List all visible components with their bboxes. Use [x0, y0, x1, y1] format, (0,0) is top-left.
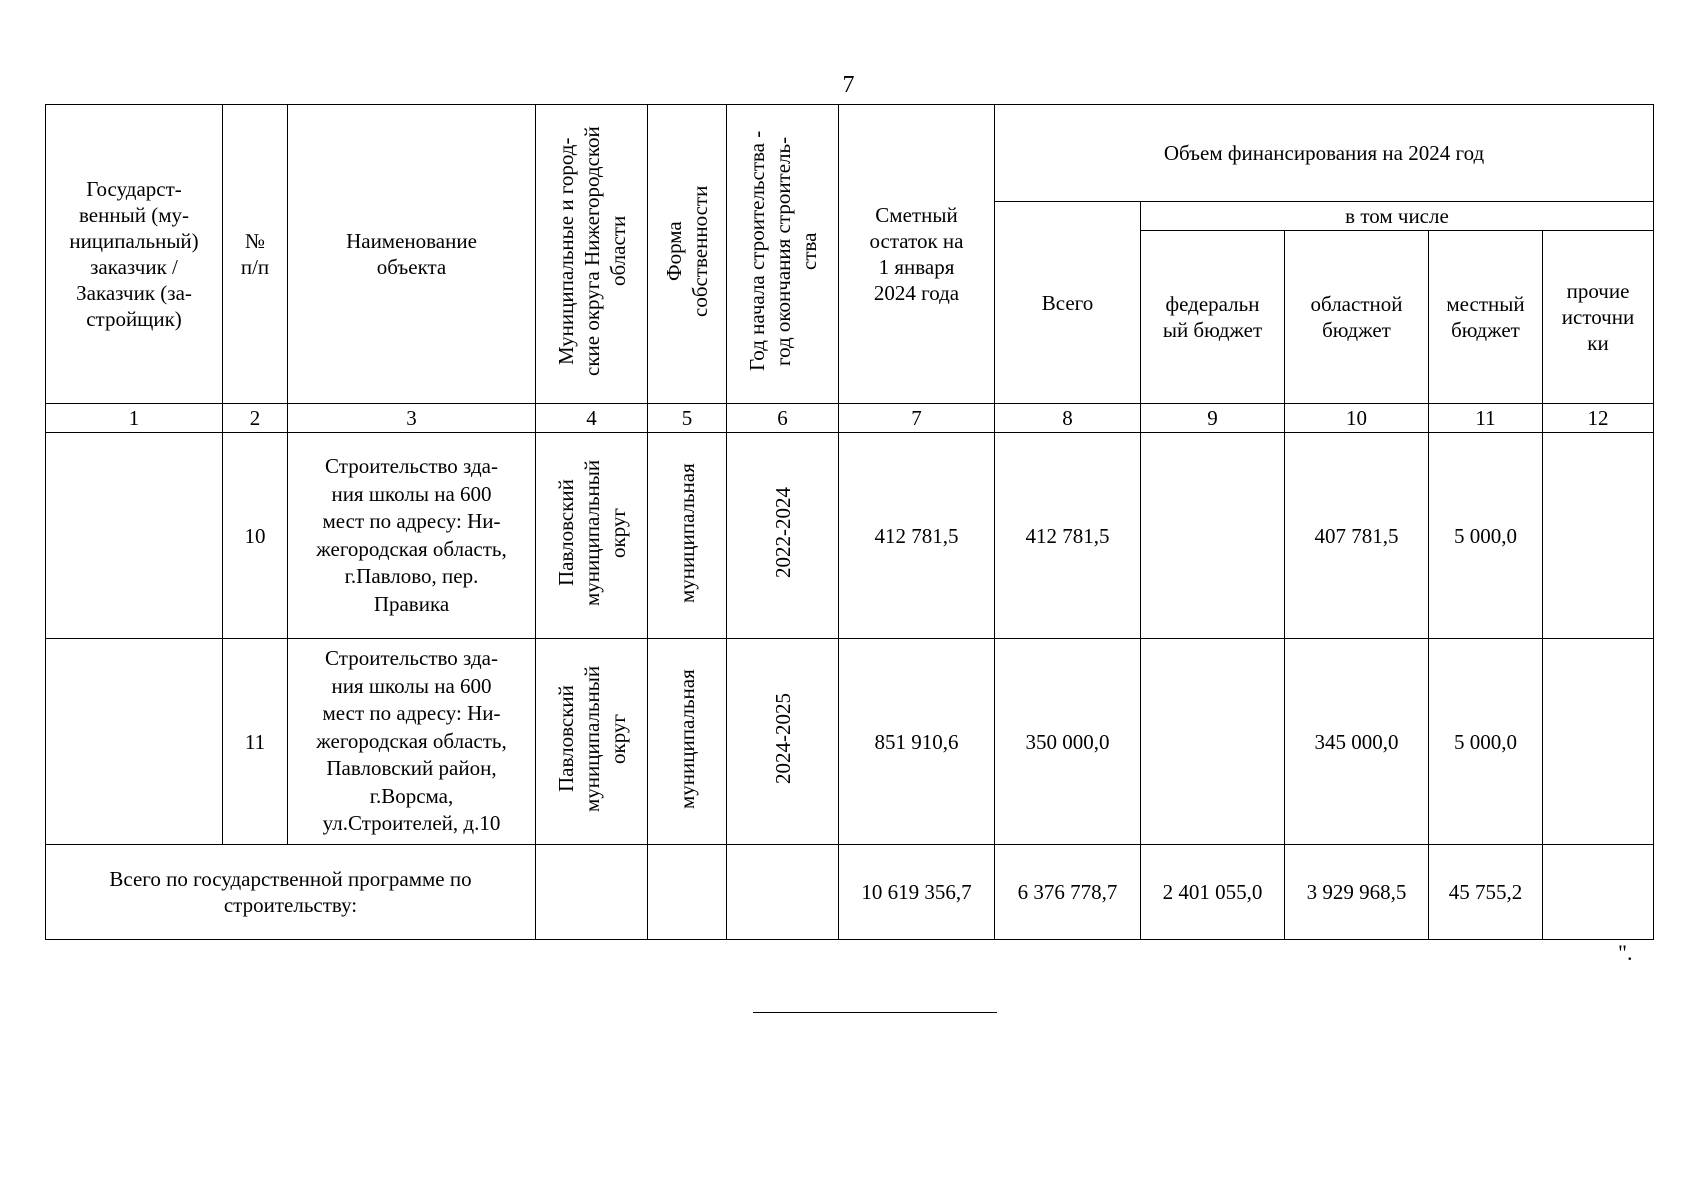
header-federal: федеральн ый бюджет	[1141, 231, 1285, 404]
cell-municipality	[536, 639, 648, 845]
column-number: 4	[536, 404, 648, 433]
totals-other	[1543, 845, 1654, 940]
header-other: прочие источни ки	[1543, 231, 1654, 404]
column-number: 3	[288, 404, 536, 433]
totals-estimate-balance: 10 619 356,7	[839, 845, 995, 940]
header-row-1	[46, 105, 1654, 202]
cell-municipality	[536, 433, 648, 639]
cell-number: 10	[223, 433, 288, 639]
totals-regional: 3 929 968,5	[1285, 845, 1429, 940]
header-total: Всего	[995, 202, 1141, 404]
column-number: 8	[995, 404, 1141, 433]
column-number: 12	[1543, 404, 1654, 433]
cell-federal	[1141, 639, 1285, 845]
cell-customer	[46, 639, 223, 845]
cell-years-text: 2022-2024	[770, 487, 795, 578]
end-divider	[753, 1012, 997, 1013]
header-ownership-text: Форма собственности	[662, 185, 712, 317]
cell-municipality-text: Павловский муниципальный округ	[553, 665, 630, 812]
column-number: 1	[46, 404, 223, 433]
header-number: № п/п	[223, 105, 288, 404]
cell-years-text: 2024-2025	[770, 693, 795, 784]
cell-number: 11	[223, 639, 288, 845]
cell-ownership-text: муниципальная	[675, 462, 699, 603]
column-number: 11	[1429, 404, 1543, 433]
cell-estimate-balance: 851 910,6	[839, 639, 995, 845]
totals-row	[46, 845, 1654, 940]
cell-federal	[1141, 433, 1285, 639]
cell-ownership	[648, 639, 727, 845]
cell-total: 412 781,5	[995, 433, 1141, 639]
cell-municipality-text: Павловский муниципальный округ	[553, 459, 630, 606]
header-object-name: Наименование объекта	[288, 105, 536, 404]
page-number: 7	[842, 72, 855, 98]
column-number: 9	[1141, 404, 1285, 433]
totals-total: 6 376 778,7	[995, 845, 1141, 940]
header-customer: Государст- венный (му- ниципальный) заказчик / Заказчик (за- стройщик)	[46, 105, 223, 404]
cell-regional: 407 781,5	[1285, 433, 1429, 639]
header-years	[727, 105, 839, 404]
cell-other	[1543, 433, 1654, 639]
cell-ownership-text: муниципальная	[675, 668, 699, 809]
totals-local: 45 755,2	[1429, 845, 1543, 940]
cell-ownership	[648, 433, 727, 639]
header-municipality-text: Муниципальные и город- ские округа Нижегородской области	[553, 126, 630, 376]
cell-total: 350 000,0	[995, 639, 1141, 845]
column-number: 6	[727, 404, 839, 433]
cell-other	[1543, 639, 1654, 845]
cell-local: 5 000,0	[1429, 639, 1543, 845]
table-row	[46, 433, 1654, 639]
cell-regional: 345 000,0	[1285, 639, 1429, 845]
closing-quote: ".	[1618, 940, 1633, 965]
column-numbers-row	[46, 404, 1654, 433]
header-including: в том числе	[1141, 202, 1654, 231]
header-ownership	[648, 105, 727, 404]
header-years-text: Год начала строительства - год окончания строитель- ства	[744, 130, 821, 372]
cell-years	[727, 639, 839, 845]
cell-local: 5 000,0	[1429, 433, 1543, 639]
totals-label: Всего по государственной программе по строительству:	[46, 845, 536, 940]
header-municipality	[536, 105, 648, 404]
column-number: 2	[223, 404, 288, 433]
cell-estimate-balance: 412 781,5	[839, 433, 995, 639]
cell-empty	[727, 845, 839, 940]
column-number: 7	[839, 404, 995, 433]
table-row	[46, 639, 1654, 845]
cell-customer	[46, 433, 223, 639]
column-number: 5	[648, 404, 727, 433]
column-number: 10	[1285, 404, 1429, 433]
cell-object-name: Строительство зда- ния школы на 600 мест по адресу: Ни- жегородская область, г.Павлово, пер. Правика	[288, 433, 536, 639]
header-financing: Объем финансирования на 2024 год	[995, 105, 1654, 202]
header-estimate-balance: Сметный остаток на 1 января 2024 года	[839, 105, 995, 404]
cell-empty	[536, 845, 648, 940]
header-regional: областной бюджет	[1285, 231, 1429, 404]
cell-years	[727, 433, 839, 639]
header-local: местный бюджет	[1429, 231, 1543, 404]
cell-empty	[648, 845, 727, 940]
financing-table	[45, 104, 1654, 940]
totals-federal: 2 401 055,0	[1141, 845, 1285, 940]
cell-object-name: Строительство зда- ния школы на 600 мест по адресу: Ни- жегородская область, Павловский район, г.Ворсма, ул.Строителей, д.10	[288, 639, 536, 845]
